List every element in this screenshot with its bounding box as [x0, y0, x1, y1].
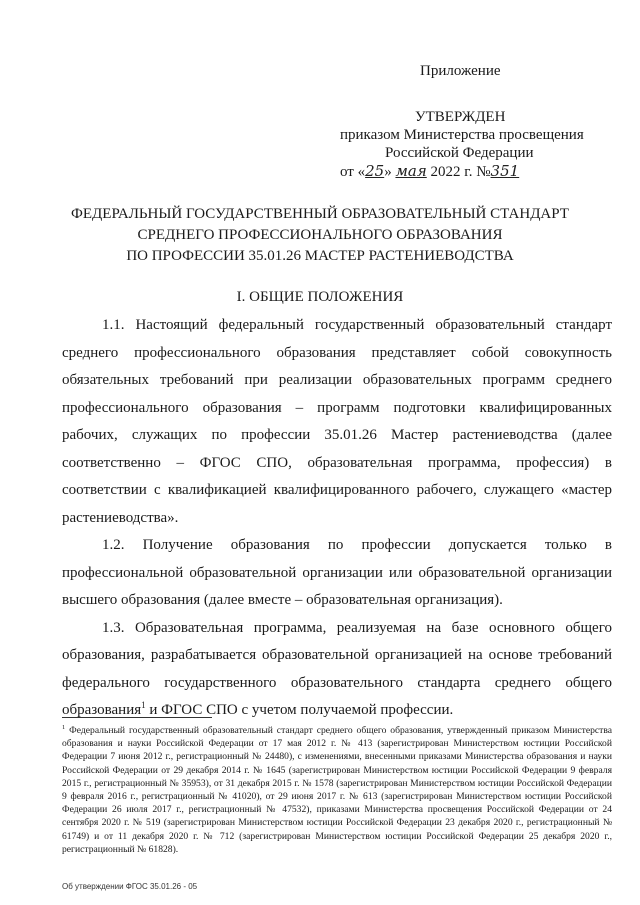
- handwritten-day: 25: [365, 162, 385, 180]
- footnote: [62, 724, 612, 856]
- order-line-1: приказом Министерства просвещения: [340, 127, 584, 143]
- section-body: [62, 312, 612, 725]
- date-mid: »: [384, 164, 392, 180]
- section-heading: I. ОБЩИЕ ПОЛОЖЕНИЯ: [236, 289, 404, 305]
- page-footer: Об утверждении ФГОС 35.01.26 - 05: [62, 882, 198, 891]
- title-line-2: СРЕДНЕГО ПРОФЕССИОНАЛЬНОГО ОБРАЗОВАНИЯ: [137, 227, 503, 243]
- paragraph-1-3-tail: и ФГОС СПО с учетом получаемой профессии.: [145, 702, 454, 718]
- handwritten-month: мая: [395, 162, 427, 180]
- title-line-1: ФЕДЕРАЛЬНЫЙ ГОСУДАРСТВЕННЫЙ ОБРАЗОВАТЕЛЬНЫЙ СТАНДАРТ: [71, 206, 569, 222]
- order-line-2: Российской Федерации: [385, 145, 534, 161]
- paragraph-1-1: 1.1. Настоящий федеральный государственный образовательный стандарт среднего профессионального образования представляет собой совокупность обязательных требований при реализации образовательных программ среднего профессионального образования – программ подготовки квалифицированных рабочих, служащих по профессии 35.01.26 Мастер растениеводства (далее соответственно – ФГОС СПО, образовательная программа, профессия) в соответствии с квалификацией квалифицированного рабочего, служащего «мастер растениеводства».: [62, 317, 612, 526]
- title-line-3: ПО ПРОФЕССИИ 35.01.26 МАСТЕР РАСТЕНИЕВОДСТВА: [126, 248, 514, 264]
- document-title: [0, 204, 640, 267]
- date-prefix: от «: [340, 164, 366, 180]
- footnote-marker: 1: [62, 723, 66, 731]
- order-date-line: [340, 162, 519, 181]
- paragraph-1-3-text: 1.3. Образовательная программа, реализуемая на базе основного общего образования, разрабатывается образовательной организацией на основе требований федерального государственного образовательного стандарта среднего общего образования: [62, 619, 612, 718]
- approved-label: УТВЕРЖДЕН: [415, 109, 506, 125]
- handwritten-number: 351: [490, 162, 520, 180]
- paragraph-1-2: 1.2. Получение образования по профессии допускается только в профессиональной образовательной организации или образовательной организации высшего образования (далее вместе – образовательная организация).: [62, 537, 612, 608]
- paragraph-1-3: [62, 615, 612, 725]
- footnote-ref[interactable]: 1: [141, 700, 146, 710]
- date-year: 2022 г. №: [430, 164, 491, 180]
- footnote-text: Федеральный государственный образовательный стандарт среднего общего образования, утвержденный приказом Министерства образования и науки Российской Федерации от 17 мая 2012 г. № 413 (зарегистрирован Министерством юстиции Российской Федерации 7 июня 2012 г., регистрационный № 24480), с изменениями, внесенными приказами Министерства образования и науки Российской Федерации от 29 декабря 2014 г. № 1645 (зарегистрирован Министерством юстиции Российской Федерации 9 февраля 2015 г., регистрационный № 35953), от 31 декабря 2015 г. № 1578 (зарегистрирован Министерством юстиции Российской Федерации 9 февраля 2016 г., регистрационный № 41020), от 29 июня 2017 г. № 613 (зарегистрирован Министерством юстиции Российской Федерации 26 июля 2017 г., регистрационный № 47532), приказами Министерства просвещения Российской Федерации от 24 сентября 2020 г. № 519 (зарегистрирован Министерством юстиции Российской Федерации 23 декабря 2020 г., регистрационный № 61749) и от 11 декабря 2020 г. № 712 (зарегистрирован Министерством юстиции Российской Федерации 25 декабря 2020 г., регистрационный № 61828).: [62, 725, 612, 855]
- appendix-label: Приложение: [420, 63, 501, 79]
- footnote-divider: [62, 717, 212, 718]
